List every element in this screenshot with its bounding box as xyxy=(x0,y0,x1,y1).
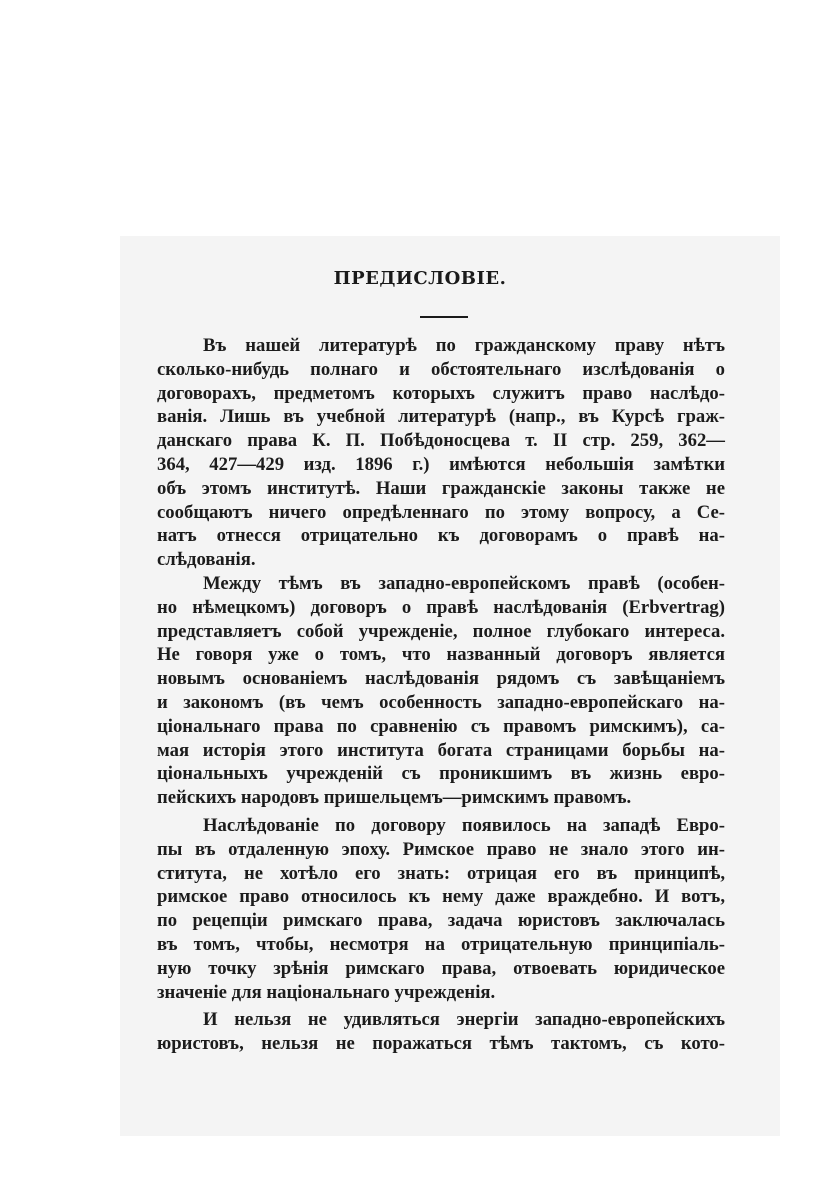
text-line: мая исторія этого института богата страницами борьбы на- xyxy=(157,739,725,761)
text-line: юристовъ, нельзя не поражаться тѣмъ тактомъ, съ кото- xyxy=(157,1033,725,1055)
text-line: ціональныхъ учрежденій съ проникшимъ въ жизнь евро- xyxy=(157,763,725,785)
text-line: объ этомъ институтѣ. Наши гражданскіе законы также не xyxy=(157,477,725,499)
text-line: и закономъ (въ чемъ особенность западно-европейскаго на- xyxy=(157,691,725,713)
paragraph xyxy=(157,814,725,1004)
text-line: пейскихъ народовъ пришельцемъ—римскимъ правомъ. xyxy=(157,787,632,809)
text-line: натъ отнесся отрицательно къ договорамъ о правѣ на- xyxy=(157,525,725,547)
body-text xyxy=(157,334,725,1056)
text-line: договорахъ, предметомъ которыхъ служитъ право наслѣдо- xyxy=(157,382,725,404)
text-line: новымъ основаніемъ наслѣдованія рядомъ съ завѣщаніемъ xyxy=(157,668,725,690)
text-line: ститута, не хотѣло его знать: отрицая его въ принципѣ, xyxy=(157,862,725,884)
text-line: пы въ отдаленную эпоху. Римское право не знало этого ин- xyxy=(157,838,725,860)
text-line: ную точку зрѣнія римскаго права, отвоевать юридическое xyxy=(157,957,725,979)
text-line: И нельзя не удивляться энергіи западно-европейскихъ xyxy=(203,1009,725,1031)
text-line: сколько-нибудь полнаго и обстоятельнаго изслѣдованія о xyxy=(157,358,725,380)
text-line: слѣдованія. xyxy=(157,549,256,571)
text-line: римское право относилось къ нему даже враждебно. И вотъ, xyxy=(157,886,725,908)
text-line: въ томъ, чтобы, несмотря на отрицательную принципіаль- xyxy=(157,933,725,955)
page-title: ПРЕДИСЛОВІЕ. xyxy=(333,268,507,289)
paragraph xyxy=(157,572,725,810)
text-line: ціональнаго права по сравненію съ правомъ римскимъ), са- xyxy=(157,715,725,737)
text-line: данскаго права К. П. Побѣдоносцева т. II стр. 259, 362— xyxy=(157,430,725,452)
text-line: Не говоря уже о томъ, что названный договоръ является xyxy=(157,644,725,666)
paragraph xyxy=(157,1008,725,1056)
text-line: ванія. Лишь въ учебной литературѣ (напр., въ Курсѣ граж- xyxy=(157,406,725,428)
paragraph xyxy=(157,334,725,572)
text-line: сообщаютъ ничего опредѣленнаго по этому вопросу, а Се- xyxy=(157,501,725,523)
text-line: Въ нашей литературѣ по гражданскому праву нѣтъ xyxy=(203,335,725,356)
title-divider xyxy=(420,316,468,318)
text-line: представляетъ собой учрежденіе, полное глубокаго интереса. xyxy=(157,620,725,642)
text-line: Наслѣдованіе по договору появилось на западѣ Евро- xyxy=(203,814,725,836)
text-line: но нѣмецкомъ) договоръ о правѣ наслѣдованія (Erbvertrag) xyxy=(157,596,725,618)
text-line: по рецепціи римскаго права, задача юристовъ заключалась xyxy=(157,910,725,932)
text-line: значеніе для національнаго учрежденія. xyxy=(157,981,496,1003)
text-line: 364, 427—429 изд. 1896 г.) имѣются небольшія замѣтки xyxy=(157,453,725,475)
text-line: Между тѣмъ въ западно-европейскомъ правѣ (особен- xyxy=(203,572,725,594)
